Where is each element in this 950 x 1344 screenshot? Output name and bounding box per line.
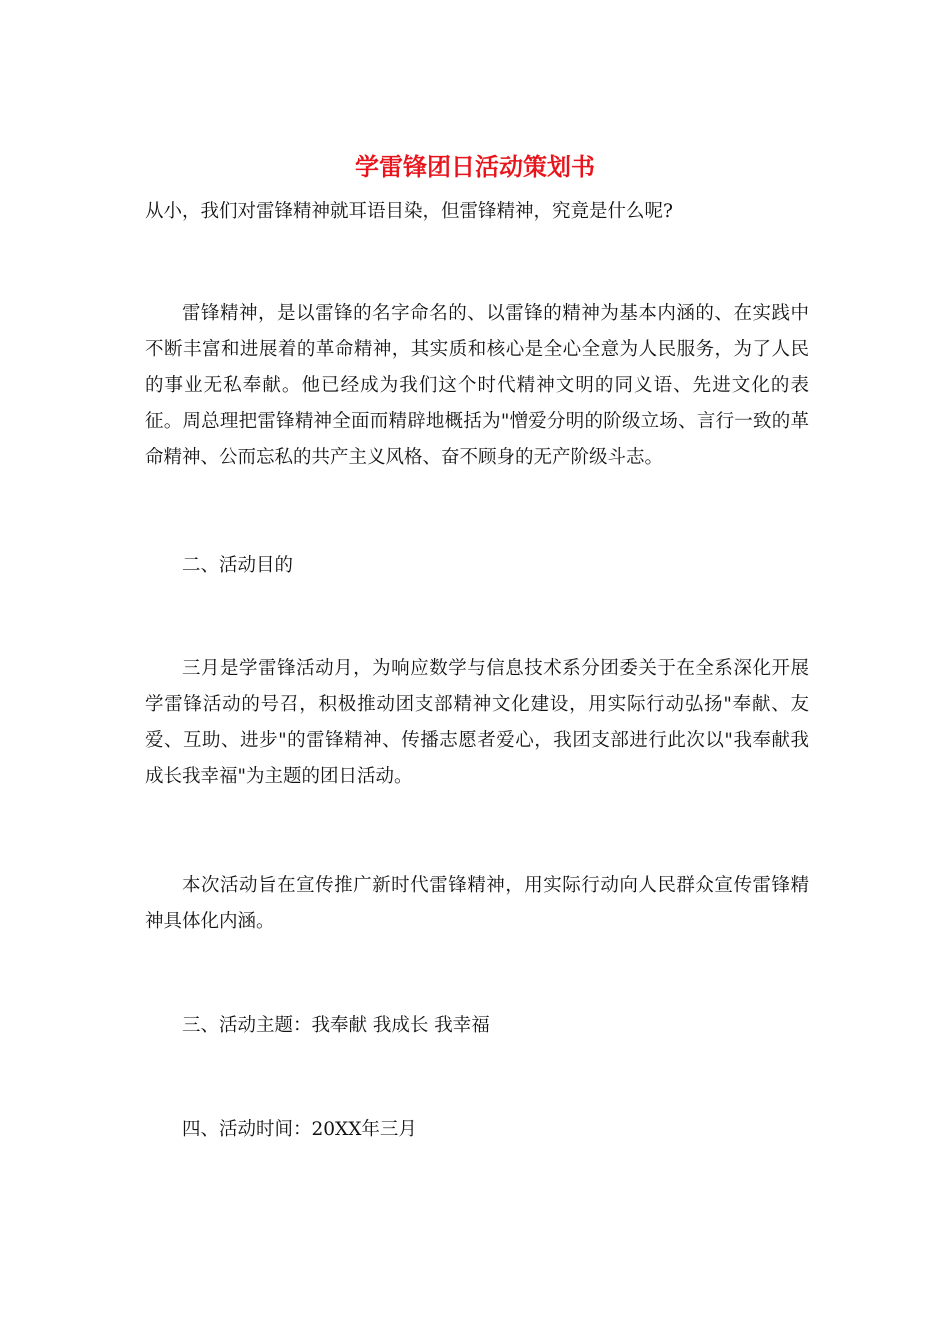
aim-paragraph: 本次活动旨在宣传推广新时代雷锋精神，用实际行动向人民群众宣传雷锋精神具体化内涵。	[145, 875, 809, 932]
section-heading-theme: 三、活动主题：我奉献 我成长 我幸福	[182, 1015, 490, 1036]
purpose-paragraph: 三月是学雷锋活动月，为响应数学与信息技术系分团委关于在全系深化开展学雷锋活动的号召，积极推动团支部精神文化建设，用实际行动弘扬"奉献、友爱、互助、进步"的雷锋精神、传播志愿者爱心，我团支部进行此次以"我奉献我成长我幸福"为主题的团日活动。	[145, 658, 809, 787]
section-heading-time: 四、活动时间：20XX年三月	[182, 1119, 417, 1140]
section-heading-purpose: 二、活动目的	[182, 555, 294, 576]
spirit-paragraph: 雷锋精神，是以雷锋的名字命名的、以雷锋的精神为基本内涵的、在实践中不断丰富和进展着的革命精神，其实质和核心是全心全意为人民服务，为了人民的事业无私奉献。他已经成为我们这个时代精神文明的同义语、先进文化的表征。周总理把雷锋精神全面而精辟地概括为"憎爱分明的阶级立场、言行一致的革命精神、公而忘私的共产主义风格、奋不顾身的无产阶级斗志。	[145, 303, 809, 468]
intro-paragraph: 从小，我们对雷锋精神就耳语目染，但雷锋精神，究竟是什么呢?	[145, 201, 673, 222]
document-title: 学雷锋团日活动策划书	[355, 153, 595, 181]
